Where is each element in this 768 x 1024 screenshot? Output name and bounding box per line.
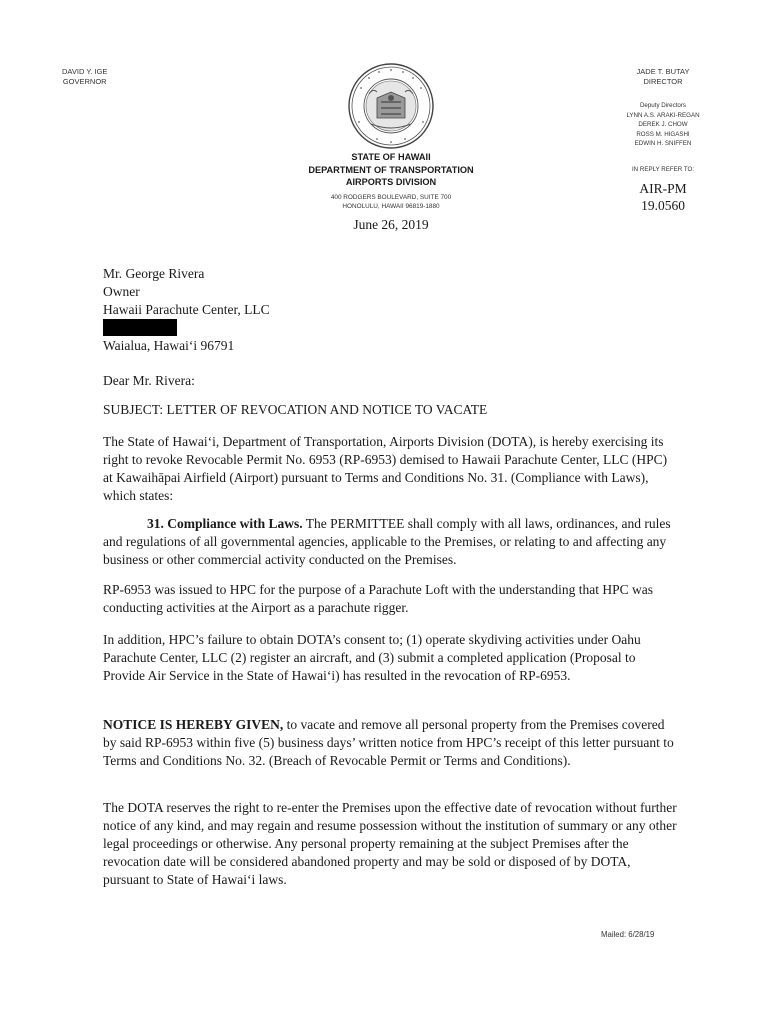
deputy-name: EDWIN H. SNIFFEN [634, 140, 692, 147]
governor-title: GOVERNOR [62, 77, 107, 86]
director-name: JADE T. BUTAY [636, 67, 690, 76]
recipient-name: Mr. George Rivera [103, 266, 205, 281]
quoted-condition [103, 515, 679, 569]
paragraph-failure: In addition, HPC’s failure to obtain DOTA’s consent to; (1) operate skydiving activities under Oahu Parachute Center, LLC (2) register an aircraft, and (3) submit a completed application (Proposal to Provide Air Service in the State of Hawai‘i) has resulted in the revocation of RP-6953. [103, 632, 641, 683]
paragraph-reentry: The DOTA reserves the right to re-enter the Premises upon the effective date of revocation without further notice of any kind, and may regain and resume possession without the institution of summary or any other legal proceedings or otherwise. Any personal property remaining at the subject Premises after the revocation date will be considered abandoned property and may be sold or disposed of by DOTA, pursuant to State of Hawai‘i laws. [103, 800, 677, 887]
state-seal-icon [347, 62, 435, 150]
agency-department: DEPARTMENT OF TRANSPORTATION [308, 164, 474, 175]
recipient-company: Hawaii Parachute Center, LLC [103, 302, 270, 317]
notice-heading: NOTICE IS HEREBY GIVEN, [103, 717, 284, 732]
recipient-title: Owner [103, 284, 140, 299]
notice-text: to vacate and remove all personal property from the Premises covered by said RP-6953 within five (5) business days’ written notice from HPC’s receipt of this letter pursuant to Terms and Conditions No. 32. (Breach of Revocable Permit or Terms and Conditions). [103, 717, 674, 768]
reference-number [608, 180, 718, 214]
reference-line-2: 19.0560 [641, 198, 685, 213]
deputy-name: ROSS M. HIGASHI [636, 130, 690, 138]
agency-heading [280, 151, 502, 189]
paragraph-revocation: The State of Hawai‘i, Department of Transportation, Airports Division (DOTA), is hereby exercising its right to revoke Revocable Permit No. 6953 (RP-6953) demised to Hawaii Parachute Center, LLC (HPC) at Kawaihāpai Airfield (Airport) pursuant to Terms and Conditions No. 31. (Compliance with Laws), which states: [103, 434, 668, 503]
mailed-date: Mailed: 6/28/19 [601, 930, 655, 939]
agency-state: STATE OF HAWAII [351, 152, 431, 162]
quoted-condition-heading: 31. Compliance with Laws. [147, 516, 303, 531]
director-block [608, 67, 718, 87]
director-title: DIRECTOR [643, 77, 683, 86]
deputy-name: LYNN A.S. ARAKI-REGAN [626, 111, 700, 119]
paragraph-purpose: RP-6953 was issued to HPC for the purpose of a Parachute Loft with the understanding that HPC was conducting activities at the Airport as a parachute rigger. [103, 582, 654, 615]
salutation: Dear Mr. Rivera: [103, 373, 195, 388]
recipient-address [103, 265, 270, 355]
redacted-street-address [103, 319, 177, 336]
reference-line-1: AIR-PM [639, 181, 687, 196]
governor-name: DAVID Y. IGE [62, 67, 108, 76]
agency-address [280, 193, 502, 211]
paragraph-notice [103, 716, 679, 770]
deputy-heading: Deputy Directors [639, 102, 687, 109]
address-line-2: HONOLULU, HAWAII 96819-1880 [342, 203, 440, 210]
deputy-directors-block [608, 101, 718, 149]
deputy-name: DEREK J. CHOW [638, 121, 688, 128]
recipient-city: Waialua, Hawai‘i 96791 [103, 338, 235, 353]
letter-date: June 26, 2019 [353, 217, 429, 232]
address-line-1: 400 RODGERS BOULEVARD, SUITE 700 [330, 194, 452, 201]
subject-line: SUBJECT: LETTER OF REVOCATION AND NOTICE TO VACATE [103, 402, 488, 417]
governor-block [62, 67, 107, 87]
quoted-condition-text: The PERMITTEE shall comply with all laws, ordinances, and rules and regulations of all governmental agencies, applicable to the Premises, or relating to and affecting any business or other commercial activity conducted on the Premises. [103, 516, 671, 567]
reply-refer-label: IN REPLY REFER TO: [631, 166, 695, 173]
agency-division: AIRPORTS DIVISION [345, 177, 437, 187]
